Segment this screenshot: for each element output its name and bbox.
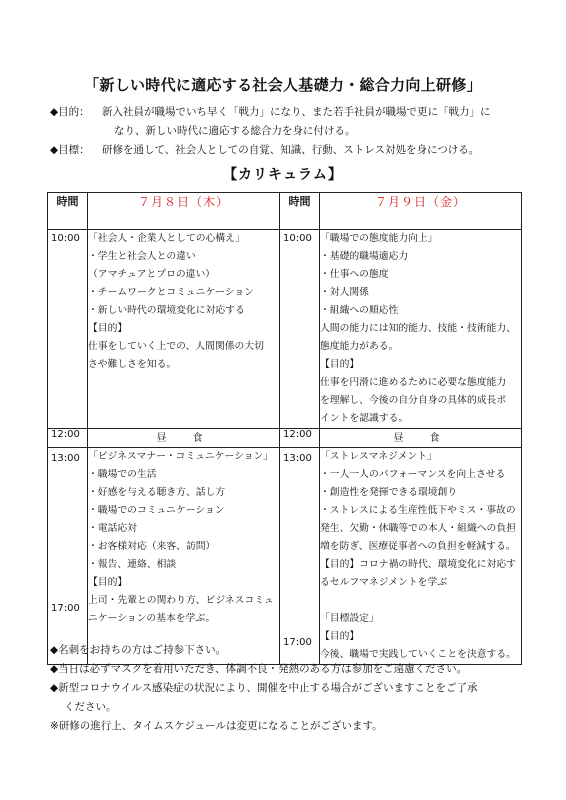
time-header-day1: 時間 bbox=[48, 193, 88, 230]
session-line: ・電話応対 bbox=[88, 523, 137, 534]
day2-afternoon-session bbox=[320, 448, 522, 665]
lunch-time-day1: 12:00 bbox=[48, 429, 88, 448]
session-line: 発生、欠勤・休職等での本人・組織への負担 bbox=[320, 523, 516, 534]
lunch-row bbox=[48, 429, 522, 448]
session-line: 態度能力がある。 bbox=[320, 341, 399, 352]
session-line: ・職場でのコミュニケーション bbox=[88, 505, 225, 516]
session-line: さや難しさを知る。 bbox=[88, 359, 177, 370]
curriculum-heading: 【カリキュラム】 bbox=[223, 167, 343, 183]
note-line: ◆当日は必ずマスクを着用いただき、体調不良・発熱のある方は参加をご遠慮ください。 bbox=[50, 663, 468, 675]
day1-afternoon-session bbox=[88, 448, 280, 665]
afternoon-time-day1: 13:00 bbox=[51, 453, 80, 464]
session-line: 上司・先輩との関わり方、ビジネスコミュ bbox=[88, 595, 274, 606]
objective-label: ◆目的： bbox=[50, 106, 90, 118]
note-line: ◆名刺をお持ちの方はご持参下さい。 bbox=[50, 644, 227, 656]
note-line: ※研修の進行上、タイムスケジュールは変更になることがございます。 bbox=[50, 720, 383, 732]
session-line: ・仕事への態度 bbox=[320, 269, 389, 280]
lunch-label-day2: 昼 食 bbox=[320, 429, 522, 448]
goal-section bbox=[50, 141, 520, 160]
day1-date: ７月８日（木） bbox=[88, 193, 280, 230]
afternoon-row bbox=[48, 448, 522, 665]
session-line: 【目的】 bbox=[88, 323, 128, 334]
objective-line-1: 新入社員が職場でいち早く「戦力」になり、また若手社員が職場で更に「戦力」に bbox=[102, 106, 491, 118]
goal-label: ◆目標： bbox=[50, 144, 90, 156]
note-line: ください。 bbox=[64, 701, 117, 713]
time-header-day2: 時間 bbox=[280, 193, 320, 230]
session-line: 仕事をしていく上での、人間関係の大切 bbox=[88, 341, 264, 352]
session-line: るセルフマネジメントを学ぶ bbox=[320, 577, 448, 588]
morning-row bbox=[48, 230, 522, 429]
day2-morning-session bbox=[320, 230, 522, 429]
session-line: 【目的】 bbox=[320, 631, 360, 642]
session-line: ・一人一人のパフォーマンスを向上させる bbox=[320, 469, 506, 480]
session-line: ・好感を与える聴き方、話し方 bbox=[88, 487, 226, 498]
session-line: 今後、職場で実践していくことを決意する。 bbox=[320, 649, 516, 660]
session-line: 【目的】 bbox=[320, 359, 360, 370]
session-line: 「目標設定」 bbox=[320, 613, 379, 624]
session-line: イントを認識する。 bbox=[320, 413, 409, 424]
session-line: 「職場での態度能力向上」 bbox=[320, 233, 438, 244]
end-time-day1: 17:00 bbox=[51, 603, 80, 614]
session-line: を理解し、今後の自分自身の具体的成長ポ bbox=[320, 395, 507, 406]
end-time-day2: 17:00 bbox=[283, 637, 312, 648]
goal-text: 研修を通して、社会人としての自覚、知識、行動、ストレス対処を身につける。 bbox=[102, 144, 480, 156]
table-header-row bbox=[48, 193, 522, 230]
lunch-time-day2: 12:00 bbox=[280, 429, 320, 448]
session-line: （アマチュアとプロの違い） bbox=[88, 269, 216, 280]
day1-morning-session bbox=[88, 230, 280, 429]
objective-line-2: なり、新しい時代に適応する総合力を身に付ける。 bbox=[114, 125, 356, 137]
session-line: ・基礎的職場適応力 bbox=[320, 251, 409, 262]
session-line: 「社会人・企業人としての心構え」 bbox=[88, 233, 245, 244]
morning-time-day2: 10:00 bbox=[283, 233, 312, 244]
session-line: 増を防ぎ、医療従事者への負担を軽減する。 bbox=[320, 541, 516, 552]
session-line: ・組織への順応性 bbox=[320, 305, 399, 316]
session-line: ・対人関係 bbox=[320, 287, 369, 298]
session-line: ・ストレスによる生産性低下やミス・事故の bbox=[320, 505, 516, 516]
session-line: ・チームワークとコミュニケーション bbox=[88, 287, 254, 298]
day2-date: ７月９日（金） bbox=[320, 193, 522, 230]
session-line: 【目的】 bbox=[88, 577, 128, 588]
lunch-label-day1: 昼 食 bbox=[88, 429, 280, 448]
session-line: 「ストレスマネジメント」 bbox=[320, 451, 437, 462]
session-line: 「ビジネスマナー・コミュニケーション」 bbox=[88, 451, 274, 462]
objective-section bbox=[50, 103, 520, 141]
session-line: ・職場での生活 bbox=[88, 469, 157, 480]
session-line: ・報告、連絡、相談 bbox=[88, 559, 177, 570]
notes-section bbox=[50, 641, 530, 736]
session-line bbox=[320, 592, 521, 610]
afternoon-time-day2: 13:00 bbox=[283, 453, 312, 464]
session-line: ニケーションの基本を学ぶ。 bbox=[88, 613, 216, 624]
session-line: 【目的】コロナ禍の時代、環境変化に対応す bbox=[320, 559, 516, 570]
page-title: 「新しい時代に適応する社会人基礎力・総合力向上研修」 bbox=[84, 76, 482, 94]
session-line: ・お客様対応（来客、訪問） bbox=[88, 541, 216, 552]
session-line: 人間の能力には知的能力、技能・技術能力、 bbox=[320, 323, 516, 334]
note-line: ◆新型コロナウイルス感染症の状況により、開催を中止する場合がございますことをご了承 bbox=[50, 682, 478, 694]
session-line: ・新しい時代の環境変化に対応する bbox=[88, 305, 245, 316]
session-line: ・学生と社会人との違い bbox=[88, 251, 196, 262]
session-line: 仕事を円滑に進めるために必要な態度能力 bbox=[320, 377, 507, 388]
curriculum-table bbox=[47, 192, 522, 665]
session-line: ・創造性を発揮できる環境創り bbox=[320, 487, 458, 498]
morning-time-day1: 10:00 bbox=[51, 233, 80, 244]
